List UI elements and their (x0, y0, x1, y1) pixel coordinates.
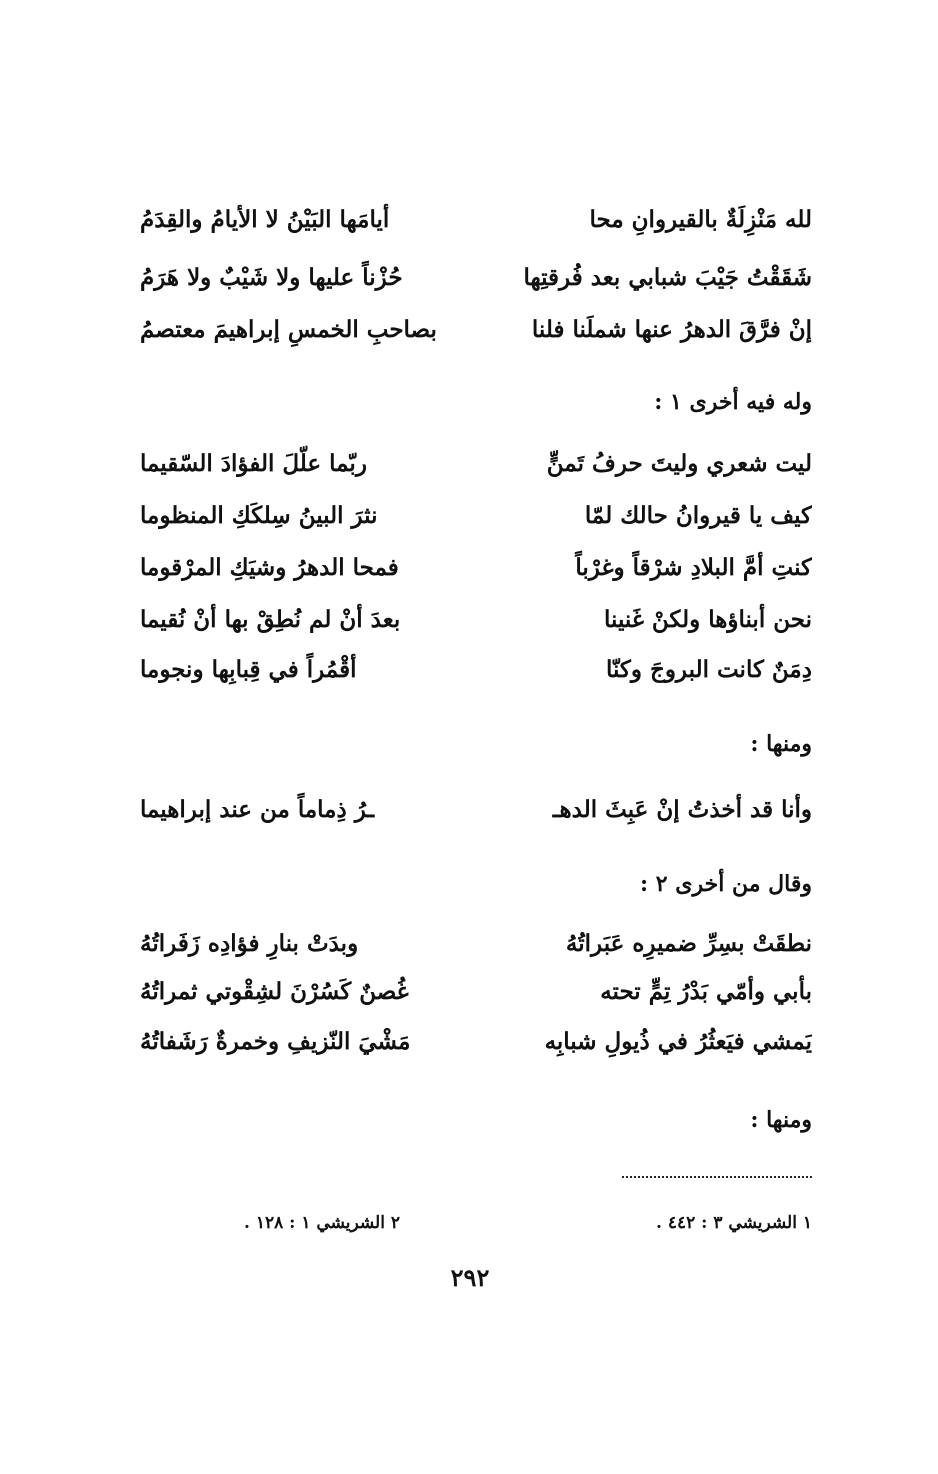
verse-second-hemistich: نثرَ البينُ سِلكَكِ المنظوما (140, 502, 378, 529)
section-heading: ومنها : (750, 731, 812, 757)
verse-first-hemistich: ليت شعري وليتَ حرفُ تَمنٍّ (546, 450, 812, 477)
verse-second-hemistich: أقْمُراً في قِبابِها ونجوما (140, 656, 357, 683)
verse-first-hemistich: لله مَنْزِلَةٌ بالقيروانِ محا (589, 206, 812, 233)
verse-first-hemistich: بأبي وأمّي بَدْرُ تِمٍّ تحته (600, 978, 812, 1005)
verse-second-hemistich: بعدَ أنْ لم نُطِقْ بها أنْ نُقيما (140, 606, 401, 633)
verse (140, 306, 812, 354)
verse (140, 492, 812, 540)
page-number: ٢٩٢ (450, 1263, 490, 1292)
verse (140, 646, 812, 694)
section-heading: وقال من أخرى ٢ : (639, 871, 812, 897)
verse-second-hemistich: ربّما علّلَ الفؤادَ السّقيما (140, 450, 367, 477)
footnote-1: ١ الشريشي ٣ : ٤٤٢ . (655, 1213, 812, 1233)
verse-second-hemistich: فمحا الدهرُ وشيَكِ المرْقوما (140, 554, 399, 581)
verse (140, 196, 812, 244)
verse-first-hemistich: إنْ فرَّقَ الدهرُ عنها شملَنا فلنا (531, 316, 812, 343)
verse-first-hemistich: نحن أبناؤها ولكنْ غَنينا (604, 606, 812, 633)
verse-first-hemistich: دِمَنٌ كانت البروجَ وكنّا (605, 656, 812, 683)
verse (140, 254, 812, 302)
section-heading: ومنها : (750, 1107, 812, 1133)
verse-second-hemistich: غُصنٌ كَسُرْنَ لشِقْوتي ثمراتُهُ (140, 978, 409, 1005)
verse-first-hemistich: نطقَتْ بسِرِّ ضميرِه عَبَراتُهُ (565, 930, 812, 957)
verse-first-hemistich: كيف يا قيروانُ حالك لمّا (584, 502, 812, 529)
verse-second-hemistich: أيامَها البَيْنُ لا الأيامُ والقِدَمُ (140, 206, 390, 233)
verse (140, 786, 812, 834)
verse-first-hemistich: يَمشي فيَعثُرُ في ذُيولِ شبابِه (544, 1028, 812, 1055)
verse (140, 920, 812, 968)
footnote-2: ٢ الشريشي ١ : ١٢٨ . (244, 1213, 401, 1233)
verse-second-hemistich: بصاحبِ الخمسِ إبراهيمَ معتصمُ (140, 316, 437, 343)
footnote-divider (622, 1176, 812, 1178)
verse (140, 544, 812, 592)
verse (140, 1018, 812, 1066)
verse-second-hemistich: حُزْناً عليها ولا شَيْبٌ ولا هَرَمُ (140, 264, 403, 291)
verse-first-hemistich: كنتِ أمَّ البلادِ شرْقاً وغرْباً (575, 554, 812, 581)
verse (140, 968, 812, 1016)
verse (140, 440, 812, 488)
verse-second-hemistich: مَشْيَ النّزيفِ وخمرةٌ رَشَفاتُهُ (140, 1028, 411, 1055)
verse-second-hemistich: وبدَتْ بنارِ فؤادِه زَفَراتُهُ (140, 930, 359, 957)
verse (140, 596, 812, 644)
verse-second-hemistich: ـرُ ذِماماً من عند إبراهيما (140, 796, 375, 823)
verse-first-hemistich: شَقَقْتُ جَيْبَ شبابي بعد فُرقتِها (523, 264, 812, 291)
section-heading: وله فيه أخرى ١ : (654, 389, 812, 415)
verse-first-hemistich: وأنا قد أخذتُ إنْ عَبِثَ الدهـ (552, 796, 812, 823)
